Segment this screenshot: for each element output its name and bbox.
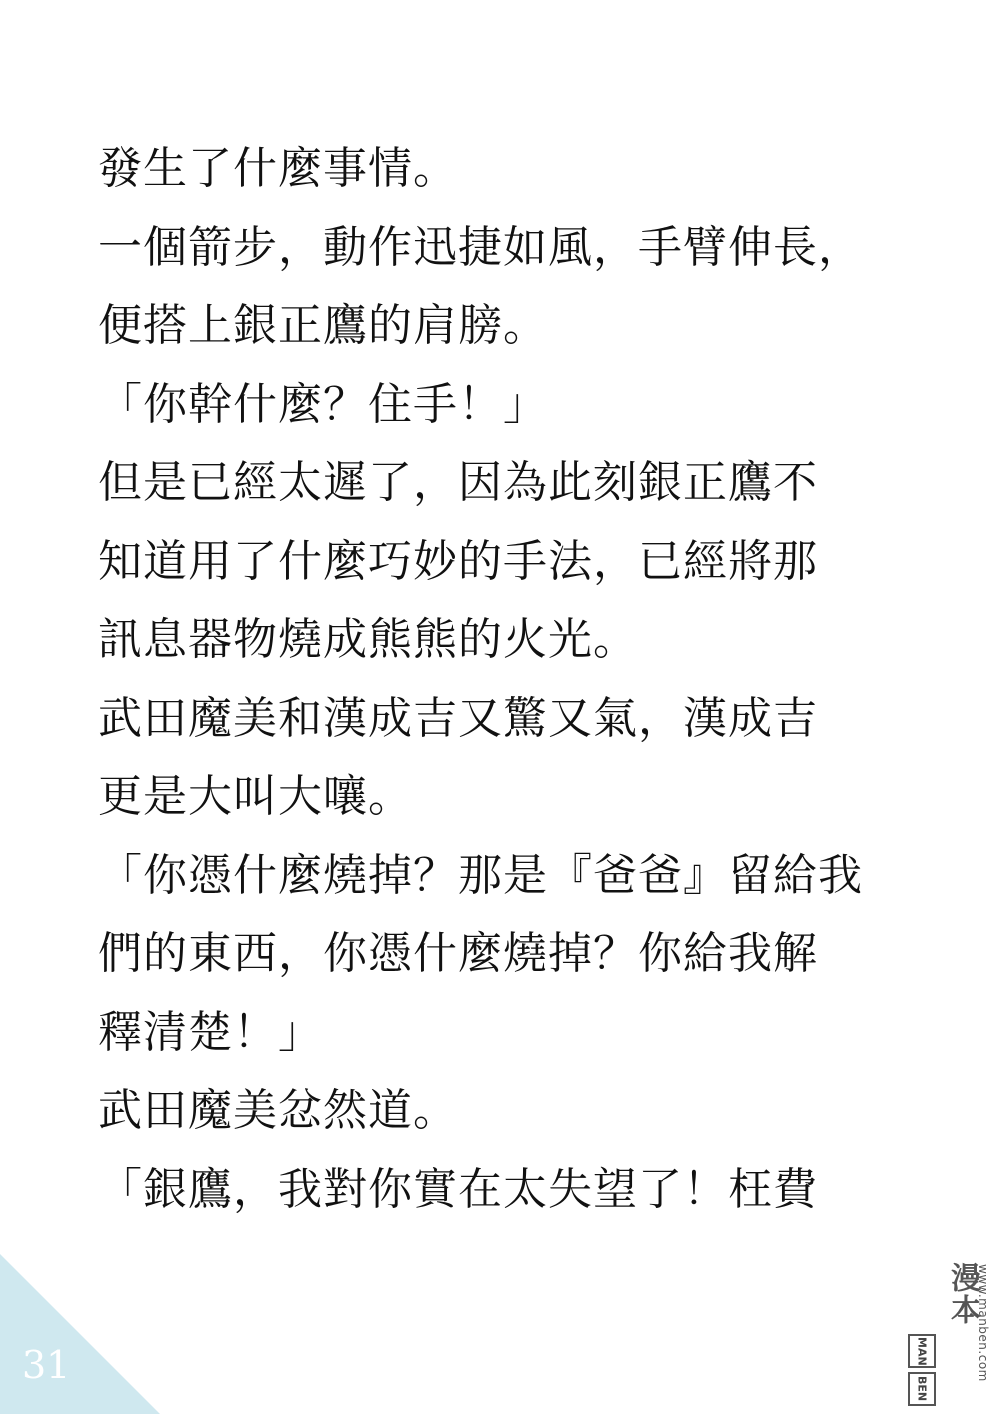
page-number: 31 (22, 1343, 71, 1387)
text-line: 便搭上銀正鷹的肩膀。 (98, 300, 548, 351)
text-line: 武田魔美忿然道。 (98, 1085, 458, 1136)
watermark-box-man: MAN (908, 1334, 936, 1368)
watermark-url: www.manben.com (976, 1264, 990, 1382)
text-line: 訊息器物燒成熊熊的火光。 (98, 614, 638, 665)
text-line: 釋清楚！」 (98, 1006, 323, 1058)
text-line: 但是已經太遲了，因為此刻銀正鷹不 (98, 457, 818, 508)
text-line: 更是大叫大嚷。 (98, 771, 413, 822)
body-text (98, 130, 958, 1229)
text-line: 一個箭步，動作迅捷如風，手臂伸長， (98, 221, 863, 273)
watermark-logo (908, 1262, 992, 1410)
text-line: 武田魔美和漢成吉又驚又氣，漢成吉 (98, 692, 818, 744)
text-line: 知道用了什麼巧妙的手法，已經將那 (98, 535, 818, 587)
watermark-brand: 漫本 (945, 1262, 980, 1326)
text-line: 們的東西，你憑什麼燒掉？你給我解 (98, 928, 818, 979)
text-line: 「你憑什麼燒掉？那是『爸爸』留給我 (98, 849, 863, 901)
text-line: 發生了什麼事情。 (98, 143, 458, 194)
text-line: 「你幹什麼？住手！」 (98, 378, 548, 430)
watermark-box-ben: BEN (908, 1372, 936, 1406)
text-line: 「銀鷹，我對你實在太失望了！枉費 (98, 1163, 818, 1215)
corner-triangle (0, 1254, 160, 1414)
